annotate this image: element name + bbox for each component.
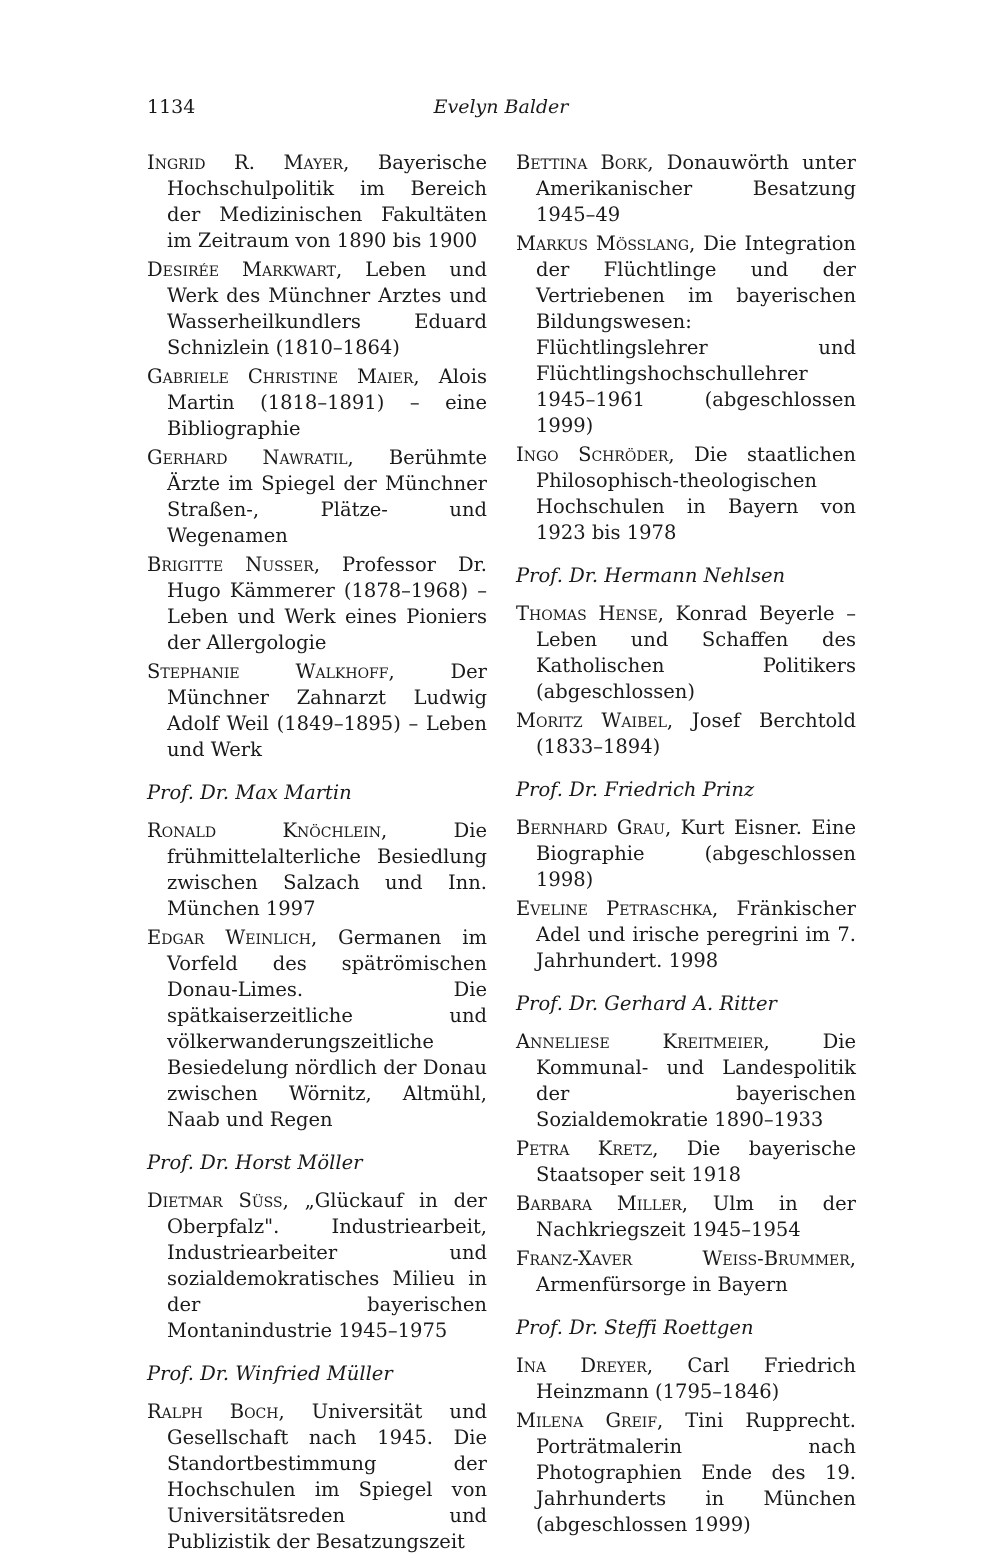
bibliography-entry bbox=[516, 601, 856, 705]
entry-author: Desirée Markwart bbox=[147, 258, 337, 281]
entry-author: Dietmar Süss bbox=[147, 1189, 283, 1212]
entry-author: Stephanie Walkhoff bbox=[147, 660, 389, 683]
entry-author: Brigitte Nusser bbox=[147, 553, 314, 576]
entry-title: , Konrad Beyerle – Leben und Schaffen des Katholischen Politikers (abgeschlossen) bbox=[536, 602, 856, 703]
entry-author: Markus Mösslang bbox=[516, 232, 690, 255]
entry-author: Bernhard Grau bbox=[516, 816, 665, 839]
entry-title: , Carl Friedrich Heinzmann (1795–1846) bbox=[536, 1354, 856, 1403]
entry-author: Ingrid R. Mayer bbox=[147, 151, 344, 174]
entry-author: Anneliese Kreitmeier bbox=[516, 1030, 764, 1053]
entry-author: Edgar Weinlich bbox=[147, 926, 312, 949]
bibliography-entry bbox=[516, 150, 856, 228]
bibliography-entry bbox=[516, 1191, 856, 1243]
page-number: 1134 bbox=[147, 96, 196, 118]
entry-author: Petra Kretz bbox=[516, 1137, 653, 1160]
entry-title: , Kurt Eisner. Eine Biographie (abgeschlossen 1998) bbox=[536, 816, 856, 891]
running-title: Evelyn Balder bbox=[433, 96, 569, 118]
bibliography-entry bbox=[147, 1399, 487, 1555]
entry-title: , Die Kommunal- und Landespolitik der bayerischen Sozialdemokratie 1890–1933 bbox=[536, 1030, 856, 1131]
entry-author: Bettina Bork bbox=[516, 151, 648, 174]
left-column bbox=[147, 150, 487, 1558]
bibliography-entry bbox=[147, 925, 487, 1133]
bibliography-entry bbox=[516, 708, 856, 760]
entry-title: , Berühmte Ärzte im Spiegel der Münchner Straßen-, Plätze- und Wegenamen bbox=[167, 446, 487, 547]
bibliography-entry bbox=[147, 150, 487, 254]
bibliography-entry bbox=[516, 1136, 856, 1188]
entry-title: , Die bayerische Staatsoper seit 1918 bbox=[536, 1137, 856, 1186]
entry-author: Ralph Boch bbox=[147, 1400, 279, 1423]
section-heading: Prof. Dr. Winfried Müller bbox=[147, 1362, 393, 1385]
bibliography-entry bbox=[147, 1188, 487, 1344]
entry-author: Milena Greif bbox=[516, 1409, 658, 1432]
entry-title: , Josef Berchtold (1833–1894) bbox=[536, 709, 856, 758]
bibliography-entry bbox=[516, 1246, 856, 1298]
bibliography-entry bbox=[516, 896, 856, 974]
entry-author: Ronald Knöchlein bbox=[147, 819, 381, 842]
bibliography-entry bbox=[516, 1408, 856, 1538]
section-heading: Prof. Dr. Hermann Nehlsen bbox=[516, 564, 786, 587]
entry-title: , Die staatlichen Philosophisch-theologischen Hochschulen in Bayern von 1923 bis 1978 bbox=[536, 443, 856, 544]
entry-title: , Universität und Gesellschaft nach 1945. Die Standortbestimmung der Hochschulen im Spiegel von Universitätsreden und Publizistik der Besatzungszeit bbox=[167, 1400, 487, 1553]
bibliography-entry bbox=[516, 442, 856, 546]
entry-author: Thomas Hense bbox=[516, 602, 658, 625]
section-heading: Prof. Dr. Horst Möller bbox=[147, 1151, 363, 1174]
entry-title: , Germanen im Vorfeld des spätrömischen Donau-Limes. Die spätkaiserzeitliche und völkerwanderungszeitliche Besiedelung nördlich der Donau zwischen Wörnitz, Altmühl, Naab und Regen bbox=[167, 926, 487, 1131]
entry-author: Gabriele Christine Maier bbox=[147, 365, 414, 388]
right-column bbox=[516, 150, 856, 1541]
entry-title: , Ulm in der Nachkriegszeit 1945–1954 bbox=[536, 1192, 856, 1241]
entry-author: Barbara Miller bbox=[516, 1192, 682, 1215]
bibliography-entry bbox=[147, 445, 487, 549]
section-heading: Prof. Dr. Steffi Roettgen bbox=[516, 1316, 754, 1339]
entry-title: , Leben und Werk des Münchner Arztes und Wasserheilkundlers Eduard Schnizlein (1810–1864) bbox=[167, 258, 487, 359]
entry-author: Franz-Xaver Weiss-Brummer bbox=[516, 1247, 850, 1270]
bibliography-entry bbox=[147, 364, 487, 442]
entry-title: , „Glückauf in der Oberpfalz". Industriearbeit, Industriearbeiter und sozialdemokratisches Milieu in der bayerischen Montanindustrie 1945–1975 bbox=[167, 1189, 487, 1342]
entry-title: , Bayerische Hochschulpolitik im Bereich der Medizinischen Fakultäten im Zeitraum von 1890 bis 1900 bbox=[167, 151, 487, 252]
page-header bbox=[147, 96, 855, 126]
entry-author: Moritz Waibel bbox=[516, 709, 667, 732]
bibliography-entry bbox=[147, 257, 487, 361]
entry-title: , Die Integration der Flüchtlinge und der Vertriebenen im bayerischen Bildungswesen: Flüchtlingslehrer und Flüchtlingshochschullehrer 1945–1961 (abgeschlossen 1999) bbox=[536, 232, 856, 437]
bibliography-entry bbox=[147, 818, 487, 922]
entry-title: , Armenfürsorge in Bayern bbox=[536, 1247, 856, 1296]
entry-title: , Professor Dr. Hugo Kämmerer (1878–1968) – Leben und Werk eines Pioniers der Allergologie bbox=[167, 553, 487, 654]
bibliography-entry bbox=[516, 1029, 856, 1133]
entry-author: Ingo Schröder bbox=[516, 443, 669, 466]
entry-title: , Der Münchner Zahnarzt Ludwig Adolf Weil (1849–1895) – Leben und Werk bbox=[167, 660, 487, 761]
entry-title: , Fränkischer Adel und irische peregrini im 7. Jahrhundert. 1998 bbox=[536, 897, 856, 972]
entry-title: , Alois Martin (1818–1891) – eine Bibliographie bbox=[167, 365, 487, 440]
entry-author: Eveline Petraschka bbox=[516, 897, 713, 920]
section-heading: Prof. Dr. Max Martin bbox=[147, 781, 352, 804]
entry-author: Ina Dreyer bbox=[516, 1354, 647, 1377]
bibliography-entry bbox=[147, 552, 487, 656]
entry-title: , Donauwörth unter Amerikanischer Besatzung 1945–49 bbox=[536, 151, 856, 226]
section-heading: Prof. Dr. Friedrich Prinz bbox=[516, 778, 755, 801]
entry-author: Gerhard Nawratil bbox=[147, 446, 348, 469]
section-heading: Prof. Dr. Gerhard A. Ritter bbox=[516, 992, 777, 1015]
bibliography-entry bbox=[516, 1353, 856, 1405]
entry-title: , Tini Rupprecht. Porträtmalerin nach Photographien Ende des 19. Jahrhunderts in München (abgeschlossen 1999) bbox=[536, 1409, 856, 1536]
bibliography-entry bbox=[516, 815, 856, 893]
bibliography-entry bbox=[147, 659, 487, 763]
entry-title: , Die frühmittelalterliche Besiedlung zwischen Salzach und Inn. München 1997 bbox=[167, 819, 487, 920]
bibliography-entry bbox=[516, 231, 856, 439]
